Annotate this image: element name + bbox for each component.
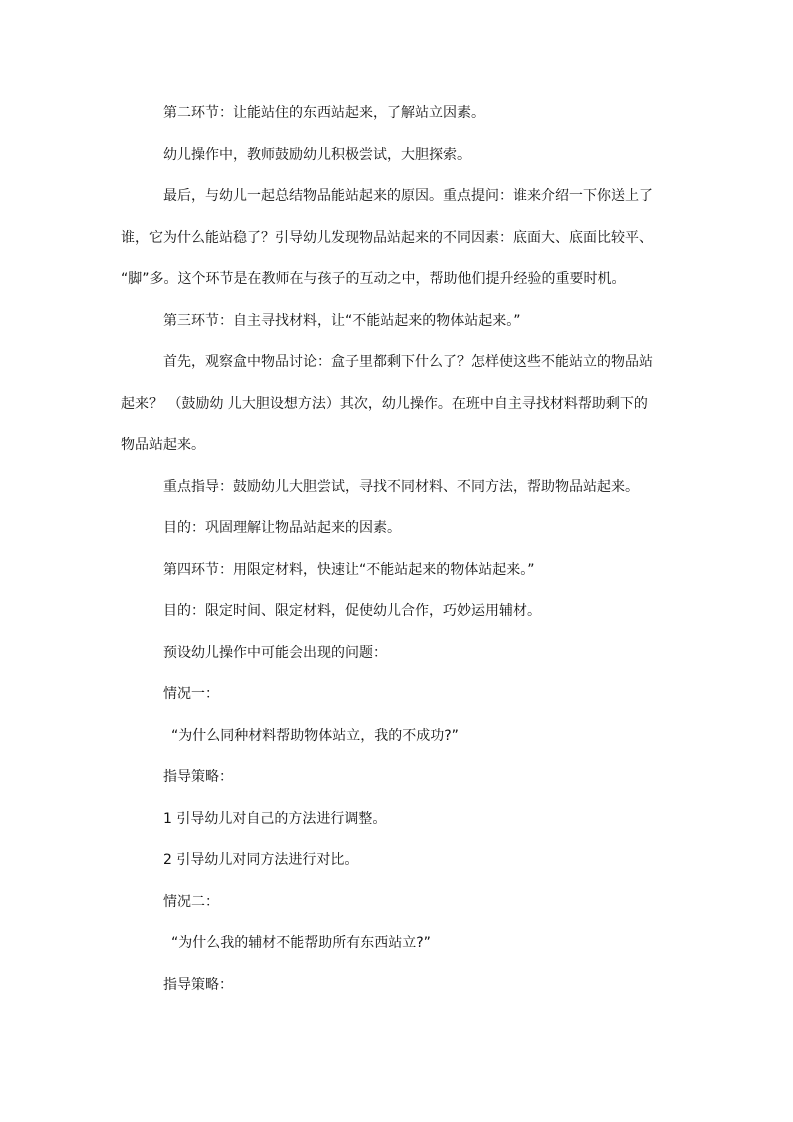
paragraph-line: 谁，它为什么能站稳了？引导幼儿发现物品站起来的不同因素：底面大、底面比较平、 [121, 229, 653, 246]
paragraph-line: 最后，与幼儿一起总结物品能站起来的原因。重点提问：谁来介绍一下你送上了 [163, 188, 653, 204]
paragraph-line: 第二环节：让能站住的东西站起来，了解站立因素。 [163, 105, 485, 121]
quote-line: “为什么同种材料帮助物体站立，我的不成功?” [171, 727, 459, 744]
document-body [121, 103, 677, 1016]
paragraph-line: 预设幼儿操作中可能会出现的问题： [163, 644, 387, 661]
paragraph-line: 指导策略： [163, 769, 233, 785]
paragraph-line: 重点指导：鼓励幼儿大胆尝试，寻找不同材料、不同方法，帮助物品站起来。 [163, 478, 639, 495]
list-item: 1 引导幼儿对自己的方法进行调整。 [163, 810, 387, 827]
paragraph-line: 目的：巩固理解让物品站起来的因素。 [163, 520, 401, 536]
paragraph-line: 第三环节：自主寻找材料，让“不能站起来的物体站起来。” [163, 312, 521, 329]
paragraph-line: 情况二： [163, 893, 219, 910]
quote-line: “为什么我的辅材不能帮助所有东西站立?” [171, 935, 431, 951]
list-item: 2 引导幼儿对同方法进行对比。 [163, 852, 359, 868]
paragraph-line: 物品站起来。 [121, 437, 205, 453]
paragraph-line: 指导策略： [163, 976, 233, 993]
paragraph-line: 幼儿操作中，教师鼓励幼儿积极尝试，大胆探索。 [163, 146, 471, 163]
paragraph-line: 目的：限定时间、限定材料，促使幼儿合作，巧妙运用辅材。 [163, 603, 541, 619]
paragraph-line: 首先，观察盒中物品讨论：盒子里都剩下什么了？怎样使这些不能站立的物品站 [163, 354, 653, 370]
paragraph-line: “脚”多。这个环节是在教师在与孩子的互动之中，帮助他们提升经验的重要时机。 [121, 271, 626, 287]
paragraph-line: 第四环节：用限定材料，快速让“不能站起来的物体站起来。” [163, 561, 535, 578]
paragraph-line: 起来？ （鼓励幼 儿大胆设想方法）其次，幼儿操作。在班中自主寻找材料帮助剩下的 [121, 395, 648, 412]
paragraph-line: 情况一： [163, 686, 219, 702]
